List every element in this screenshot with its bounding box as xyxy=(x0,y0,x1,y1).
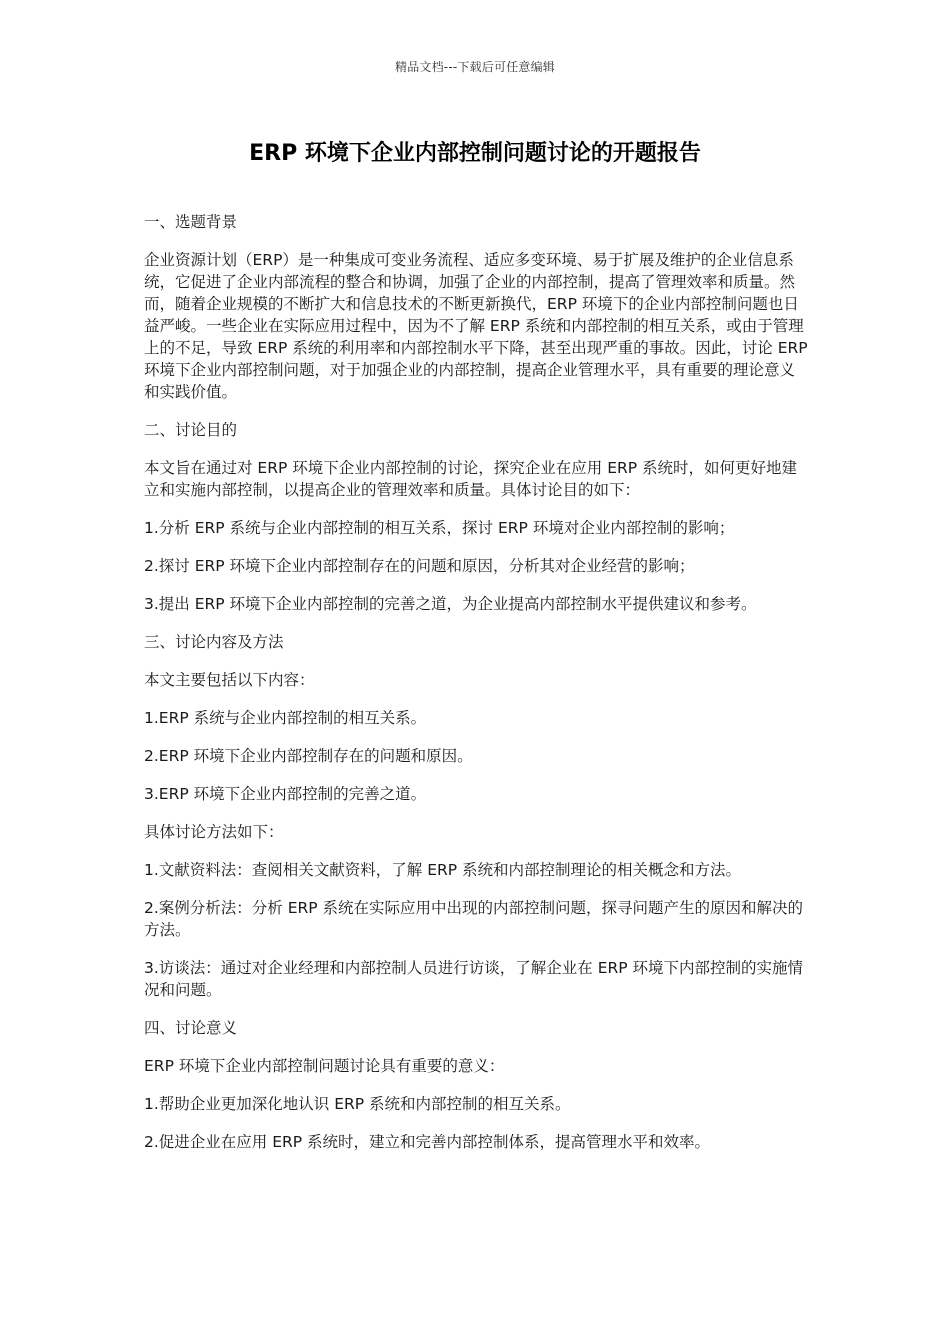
document-body xyxy=(144,211,808,1169)
section-heading-content-methods: 三、讨论内容及方法 xyxy=(144,633,284,651)
purpose-item-3: 3.提出 ERP 环境下企业内部控制的完善之道，为企业提高内部控制水平提供建议和参考。 xyxy=(144,595,757,613)
content-item-3: 3.ERP 环境下企业内部控制的完善之道。 xyxy=(144,785,427,803)
header-note: 精品文档---下载后可任意编辑 xyxy=(395,60,555,74)
method-item-2: 2.案例分析法：分析 ERP 系统在实际应用中出现的内部控制问题，探寻问题产生的原因和解决的方法。 xyxy=(144,899,804,939)
paragraph-significance-intro: ERP 环境下企业内部控制问题讨论具有重要的意义： xyxy=(144,1057,505,1075)
method-item-3: 3.访谈法：通过对企业经理和内部控制人员进行访谈，了解企业在 ERP 环境下内部控制的实施情况和问题。 xyxy=(144,959,804,999)
section-heading-background: 一、选题背景 xyxy=(144,213,238,231)
purpose-item-1: 1.分析 ERP 系统与企业内部控制的相互关系，探讨 ERP 环境对企业内部控制的影响； xyxy=(144,519,735,537)
content-item-1: 1.ERP 系统与企业内部控制的相互关系。 xyxy=(144,709,427,727)
method-item-1: 1.文献资料法：查阅相关文献资料，了解 ERP 系统和内部控制理论的相关概念和方法。 xyxy=(144,861,742,879)
significance-item-2: 2.促进企业在应用 ERP 系统时，建立和完善内部控制体系，提高管理水平和效率。 xyxy=(144,1133,711,1151)
paragraph-methods-intro: 具体讨论方法如下： xyxy=(144,823,284,841)
significance-item-1: 1.帮助企业更加深化地认识 ERP 系统和内部控制的相互关系。 xyxy=(144,1095,571,1113)
content-item-2: 2.ERP 环境下企业内部控制存在的问题和原因。 xyxy=(144,747,473,765)
section-heading-significance: 四、讨论意义 xyxy=(144,1019,238,1037)
paragraph-content-intro: 本文主要包括以下内容： xyxy=(144,671,315,689)
paragraph-purpose-intro: 本文旨在通过对 ERP 环境下企业内部控制的讨论，探究企业在应用 ERP 系统时，如何更好地建立和实施内部控制，以提高企业的管理效率和质量。具体讨论目的如下： xyxy=(144,459,798,499)
purpose-item-2: 2.探讨 ERP 环境下企业内部控制存在的问题和原因，分析其对企业经营的影响； xyxy=(144,557,695,575)
paragraph-background: 企业资源计划（ERP）是一种集成可变业务流程、适应多变环境、易于扩展及维护的企业信息系统，它促进了企业内部流程的整合和协调，加强了企业的内部控制，提高了管理效率和质量。然而，随着企业规模的不断扩大和信息技术的不断更新换代，ERP 环境下的企业内部控制问题也日益严峻。一些企业在实际应用过程中，因为不了解 ERP 系统和内部控制的相互关系，或由于管理上的不足，导致 ERP 系统的利用率和内部控制水平下降，甚至出现严重的事故。因此，讨论 ERP 环境下企业内部控制问题，对于加强企业的内部控制，提高企业管理水平，具有重要的理论意义和实践价值。 xyxy=(144,251,808,401)
section-heading-purpose: 二、讨论目的 xyxy=(144,421,238,439)
document-title: ERP 环境下企业内部控制问题讨论的开题报告 xyxy=(249,141,701,166)
